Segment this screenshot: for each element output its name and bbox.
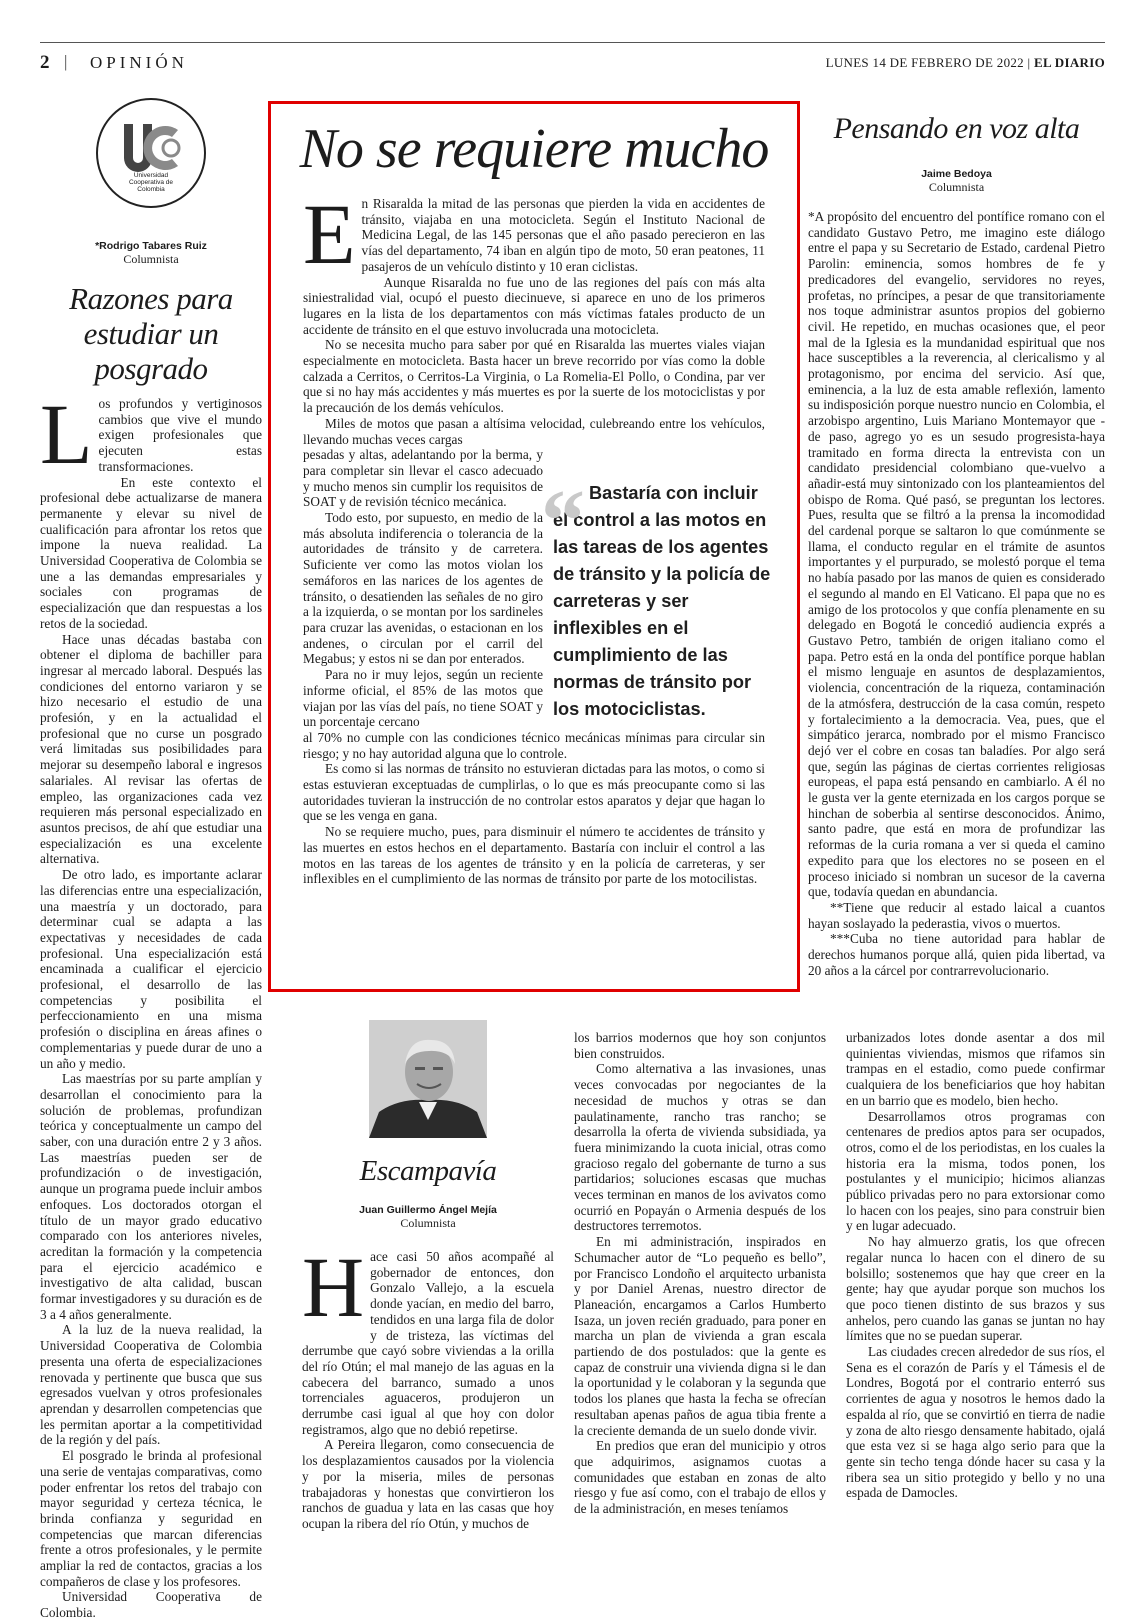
left-paragraph: En este contexto el profesional debe actualizarse de manera permanente y elevar su nivel de cualificación para afrontar los retos que impone la nueva realidad. La Universidad Cooperativa de Colombia se une a las demandas empresariales y sociales con programas de especialización que dan respuestas a los retos de la sociedad. (40, 474, 262, 631)
right-paragraph: **Tiene que reducir al estado laical a cuantos hayan soslayado la pederastia, vivos o muertos. (808, 899, 1105, 931)
bottom-right-column (846, 1030, 1105, 1501)
portrait-icon (369, 1020, 487, 1138)
bottom-paragraph: Las ciudades crecen alrededor de sus ríos, el Sena es el corazón de París y el Támesis el de Londres, Bogotá por el contrario enterró sus corrientes de agua y nosotros le hemos dado la espalda al río, que se convirtió en tierra de nadie y zona de alto riesgo densamente habitado, ojalá que esta vez si se haga algo serio para que la gente sin techo tenga dónde hacer su casa y la ribera sea un sitio protegido y bello y no una espada de Damocles. (846, 1344, 1105, 1501)
bottom-left-column (302, 1020, 554, 1532)
author-photo (369, 1020, 487, 1138)
bottom-paragraph: urbanizados lotes donde asentar a dos mil quinientas viviendas, mismos que rifamos sin trampas en el estadio, como puede confirmar cualquiera de los beneficiarios que hoy habitan en un barrio que es modelo, bien hecho. (846, 1030, 1105, 1108)
left-paragraph: El posgrado le brinda al profesional una serie de ventajas comparativas, como poder enfrentar los retos del trabajo con mayor seguridad y certeza técnica, le brinda confianza y seguridad en competencias que marcan diferencias frente a otros profesionales, y le permite ampliar la red de contactos, gracias a los compañeros de clase y los profesores. (40, 1448, 262, 1589)
right-body (808, 209, 1105, 978)
editorial-dropcap: E (303, 186, 356, 282)
top-rule (40, 42, 1105, 43)
right-author: Jaime Bedoya (921, 168, 992, 180)
bottom-paragraph: ace casi 50 años acompañé al gobernador de entonces, don Gonzalo Vallejo, a la escuela donde yacían, en medio del barro, tendidos en una larga fila de dolor y de tristeza, las víctimas del derrumbe que cayó sobre viviendas a la orilla del río Otún; el mal manejo de las aguas en la cabecera del barranco, sumado a unos torrenciales aguaceros, produjeron un derrumbe casi igual al que hoy con dolor registramos, algo que no debió repetirse. (302, 1249, 554, 1437)
bottom-paragraph: Desarrollamos otros programas con centenares de predios aptos para ser ocupados, otros, como el de los periodistas, en los cuales la historia era la misma, todos ponen, los postulantes y el municipio; hicimos alianzas público privadas pero no para extorsionar como lo hacen con los peajes, sino para construir bien y en lugar adecuado. (846, 1108, 1105, 1234)
editorial-paragraph: Para no ir muy lejos, según un reciente informe oficial, el 85% de las motos que viajan por las vías del país, no tiene SOAT y un porcentaje cercano (303, 667, 543, 730)
bottom-dropcap: H (302, 1239, 365, 1335)
right-paragraph: *A propósito del encuentro del pontífice romano con el candidato Gustavo Petro, me imagino este diálogo entre el papa y su Secretario de Estado, cardenal Pietro Parolin: eminencia, somos hombres de fe y predicadores del evangelio, servidores no reyes, profetas, no príncipes, a pesar de que transitoriamente nos toque administrar asuntos propios del gobierno civil. He repetido, en muchas ocasiones que, el peor mal de la Iglesia es la mundanidad espiritual que nos hace susceptibles a la reverencia, al clericalismo y al protagonismo, por encima del servicio. Así que, eminencia, a la luz de esta amable reflexión, lamento su indisposición porque nuestro nuncio en Colombia, el arzobispo argentino, Luis Mariano Montemayor que -de paso, agrego yo es un sesudo progresista-haya tramitado en forma directa la entrevista con un candidato presidencial colombiano que-vuelvo a añadir-está muy sintonizado con los planteamientos del obispo de Roma. Qué pasó, se preguntan los lectores. Pues, resulta que se filtró a la prensa la incomodidad del cardenal porque se saltaron lo que comúnmente se llama, el conducto regular en el trámite de asuntos importantes y el purpurado, se molestó porque el tema no había pasado por las manos de quien es considerado el segundo al mando en El Vaticano. El papa que no es amigo de los protocolos y que confía plenamente en su delegado en Bogotá le concedió audiencia exprés a Gustavo Petro, también de origen italiano como el papa. Petro está en la onda del pontífice porque hablan el mismo lenguaje en asuntos de desplazamientos, violencia, concentración de la riqueza, contaminación de la atmósfera, destrucción de la casa común, respeto y fortalecimiento a la democracia. Vea, pues, que el simpático jerarca, nombrado por el mismo Francisco dejó ver el cobre en cosas tan baladíes. Por algo será que, según las páginas de ciertas corrientes religiosas europeas, el papa está pensando en cambiarlo. A él no le gusta ver la gente eternizada en los cargos porque se hinchan de soberbia al sentirse desconocidos. Ánimo, santo padre, que está en mora de profundizar las reformas de la curia romana a ver si queda el camino expedito para que los electores no se poseen en el proceso iniciado si nombran un sucesor de la caverna que, todavía quedan en abundancia. (808, 209, 1105, 900)
editorial-paragraph: n Risaralda la mitad de las personas que pierden la vida en accidentes de tránsito, viajaba en una motocicleta. Según el Instituto Nacional de Medicina Legal, de las 145 personas que el año pasado perecieron en las vías del departamento, 74 iban en algún tipo de moto, 50 eran peatones, 11 pasajeros de un vehículo distinto y 10 eran ciclistas. (361, 196, 765, 274)
issue-date: LUNES 14 DE FEBRERO DE 2022 (825, 55, 1024, 70)
bottom-paragraph: En mi administración, inspirados en Schumacher autor de “Lo pequeño es bello”, por Francisco Londoño el arquitecto urbanista y por Daniel Arenas, nuestro director de Planeación, encargamos a Carlos Humberto Isaza, un joven recién graduado, para poner en marcha un plan de vivienda a gran escala partiendo de dos postulados: que la gente es capaz de construir una vivienda digna si le dan la oportunidad y le colaboran y la segunda que todos los planes que hasta la fecha se ofrecían resultaban apenas paños de agua tibia frente a la creciente demanda de un suelo donde vivir. (574, 1234, 826, 1438)
left-paragraph: os profundos y vertiginosos cambios que vive el mundo exigen profesionales que ejecuten estas transformaciones. (98, 396, 262, 474)
editorial-headline: No se requiere mucho (299, 118, 769, 180)
pull-quote (541, 473, 775, 723)
header-dateline: LUNES 14 DE FEBRERO DE 2022 | EL DIARIO (825, 55, 1105, 70)
bottom-paragraph: A Pereira llegaron, como consecuencia de los desplazamientos causados por la violencia y por la miseria, miles de personas trabajadoras y honestas que convirtieron los ranchos de guadua y lata en las casas que hoy ocupan la ribera del río Otún, y muchos de (302, 1437, 554, 1531)
left-role: Columnista (123, 252, 179, 266)
editorial-paragraph: pesadas y altas, adelantando por la berma, y para completar sin llevar el casco adecuado y mucho menos sin cumplir los requisitos de SOAT y de revisión técnico mecánica. (303, 447, 543, 510)
bottom-middle-column (574, 1030, 826, 1517)
newspaper-name: EL DIARIO (1034, 55, 1105, 70)
left-paragraph: Las maestrías por su parte amplían y desarrollan el conocimiento para la solución de problemas, profundizan teórica y conceptualmente un campo del saber, con una duración entre 2 y 3 años. Las maestrías pueden ser de profundización o de investigación, aunque un programa puede incluir ambos enfoques. Los doctorados otorgan el título de un mayor grado educativo comparado con los anteriores niveles, acreditan la formación y la competencia para el ejercicio académico e investigativo de alta calidad, buscan formar investigadores y su duración es de 3 a 4 años generalmente. (40, 1071, 262, 1322)
bottom-title: Escampavía (359, 1155, 497, 1187)
university-logo (96, 98, 206, 208)
left-dropcap: L (40, 386, 93, 482)
editorial-paragraph: Miles de motos que pasan a altísima velocidad, culebreando entre los vehículos, llevando muchas veces cargas (303, 415, 765, 447)
quote-mark-icon: “ (541, 473, 585, 570)
editorial-paragraph: No se requiere mucho, pues, para disminuir el número te accidentes de tránsito y las muertes en estos hechos en el departamento. Bastaría con incluir el control a las motos en las tareas de los agentes de tránsito y en la policía de carreteras, y ser inflexibles en el cumplimiento de las normas de tránsito por parte de los motocilistas. (303, 824, 765, 887)
left-paragraph: De otro lado, es importante aclarar las diferencias entre una especialización, una maestría y un doctorado, para determinar cual se adapta a las expectativas y necesidades de cada profesional. Una especialización está encaminada a cualificar el ejercicio profesional, el desarrollo de las competencias y posibilita el perfeccionamiento en una misma profesión o disciplina en áreas afines o complementarias y puede durar de uno a un año y medio. (40, 867, 262, 1071)
editorial-paragraph: No se necesita mucho para saber por qué en Risaralda las muertes viales viajan especialmente en motocicleta. Basta hacer un breve recorrido por vías como la doble calzada a Cerritos, o Cerritos-La Virginia, o La Romelia-El Pollo, o Condina, par ver que si no hay más accidentes y más muertes es por la suerte de los motociclistas y por la precaución de los demás vehículos. (303, 337, 765, 416)
page-number: 2 (40, 52, 50, 73)
bottom-role: Columnista (400, 1216, 456, 1230)
right-paragraph: ***Cuba no tiene autoridad para hablar de derechos humanos porque allá, quien pida libertad, va 20 años a la cárcel por contrarrevolucionario. (808, 931, 1105, 978)
bottom-col1-body (302, 1239, 554, 1532)
editorial-box (268, 101, 800, 992)
editorial-paragraph: Es como si las normas de tránsito no estuvieran dictadas para las motos, o como si estas estuvieran exceptuadas de cumplirlas, o lo que es más preocupante como si las autoridades tuvieran la instrucción de no controlar estos aparatos y dejar que hagan lo que se les venga en gana. (303, 761, 765, 824)
page-header (40, 52, 1105, 78)
editorial-paragraph: Aunque Risaralda no fue uno de las regiones del país con más alta siniestralidad vial, ocupó el puesto diecinueve, si aparece en uno de los primeros lugares en la lista de los departamentos con más víctimas fatales producto de un accidente de tránsito en el que estuvo involucrada una motocicleta. (303, 274, 765, 337)
pull-quote-text: Bastaría con incluir el control a las motos en las tareas de los agentes de tránsito y la policía de carreteras y ser inflexibles en el cumplimiento de las normas de tránsito por los motociclistas. (553, 483, 771, 719)
left-author: *Rodrigo Tabares Ruiz (95, 240, 207, 252)
header-separator: | (64, 52, 68, 71)
left-paragraph: Universidad Cooperativa de Colombia. (40, 1589, 262, 1621)
logo-caption: Universidad Cooperativa de Colombia (128, 172, 174, 193)
left-paragraph: A la luz de la nueva realidad, la Universidad Cooperativa de Colombia presenta una oferta de especializaciones renovada y pertinente que busca que sus egresados vuelvan y otros profesionales aprendan y desarrollen competencias que les permitan aportar a la competitividad de la región y del país. (40, 1322, 262, 1448)
right-column (808, 112, 1105, 978)
editorial-paragraph: Todo esto, por supuesto, en medio de la más absoluta indiferencia o tolerancia de la autoridades de tránsito y de carretera. Suficiente ver como las motos violan los semáforos en las narices de los agentes de tránsito, o desatienden las señales de no giro a la izquierda, o se montan por los sardineles para cruzar las avenidas, o estacionan en los andenes, o circulan por el carril del Megabus; y estos ni se dan por enterados. (303, 510, 543, 667)
section-name: OPINIÓN (90, 53, 188, 72)
editorial-paragraph: al 70% no cumple con las condiciones técnico mecánicas mínimas para circular sin riesgo; y no hay autoridad alguna que lo controle. (303, 729, 765, 761)
left-body (40, 386, 262, 1621)
bottom-paragraph: Como alternativa a las invasiones, unas veces convocadas por negociantes de la necesidad de muchos y otras se dan paulatinamente, rancho tras rancho; se desarrolla la oferta de vivienda subsidiada, ya fuera minimizando la cuota inicial, otras como gracioso regalo del gobernante de turno a sus partidarios; soluciones escasas que muchas veces terminan en manos de los avivatos como ocurrió en Popayán o Armenia después de los destructores terremotos. (574, 1061, 826, 1234)
bottom-paragraph: En predios que eran del municipio y otros que adquirimos, asignamos cuotas a comunidades que estaban en zonas de alto riesgo y fue así como, con el trabajo de ellos y de la administración, en meses teníamos (574, 1438, 826, 1517)
right-role: Columnista (928, 180, 985, 194)
left-paragraph: Hace unas décadas bastaba con obtener el diploma de bachiller para ingresar al mercado laboral. Después las condiciones del entorno variaron y se hizo necesario el estudio de una profesión, y en la actualidad el profesional que no curse un posgrado verá limitadas sus posibilidades para mejorar su desempeño laboral e ingresos salariales. Al revisar las ofertas de empleo, las organizaciones cada vez requieren más personal especializado en asuntos precisos, de ahí que estudiar una especialización es una excelente alternativa. (40, 631, 262, 867)
left-column (40, 98, 262, 1621)
left-title: Razones para estudiar un posgrado (69, 281, 233, 386)
right-title: Pensando en voz alta (833, 112, 1080, 145)
bottom-author: Juan Guillermo Ángel Mejía (359, 1204, 497, 1216)
bottom-paragraph: No hay almuerzo gratis, los que ofrecen regalar nunca lo hacen con el dinero de su bolsillo; sostenemos que hay que creer en la gente; hay que ayudar porque son muchos los que poco tienen distinto de sus brazos y sus anhelos, pero cuando las ganas se juntan no hay límites que no se puedan superar. (846, 1234, 1105, 1344)
bottom-paragraph: los barrios modernos que hoy son conjuntos bien construidos. (574, 1030, 826, 1061)
